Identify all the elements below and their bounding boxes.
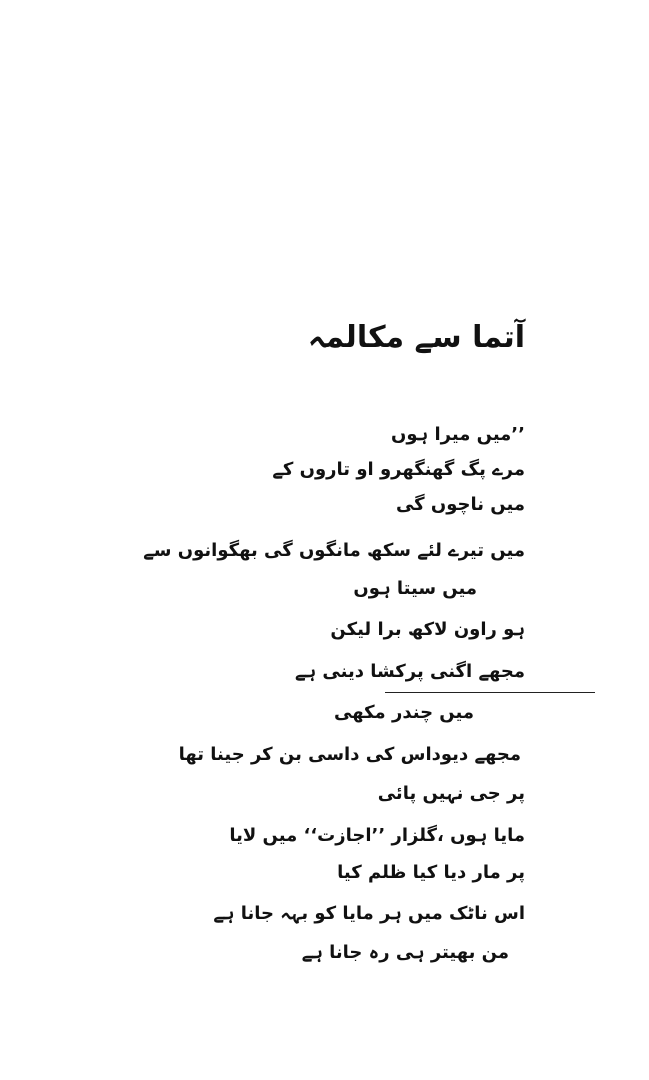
poem-line-1: ’’میں میرا ہوں [391, 424, 525, 445]
poem-line-2: مرے پگ گھنگھرو او تاروں کے [272, 459, 525, 480]
poem-line-4: میں تیرے لئے سکھ مانگوں گی بھگوانوں سے [143, 540, 525, 561]
poem-line-14: من بھیتر ہی رہ جانا ہے [301, 942, 509, 963]
poem-line-5: میں سیتا ہوں [353, 578, 477, 599]
poem-title: آتما سے مکالمہ [307, 320, 525, 355]
poem-line-9: مجھے دیوداس کی داسی بن کر جینا تھا [178, 744, 521, 765]
poem-line-6: ہو راون لاکھ برا لیکن [330, 619, 525, 640]
poem-line-13: اس ناٹک میں ہر مایا کو بہہ جانا ہے [213, 903, 525, 924]
poem-line-7: مجھے اگنی پرکشا دینی ہے [295, 661, 525, 682]
divider-rule [385, 692, 595, 693]
poem-line-3: میں ناچوں گی [395, 494, 525, 515]
poem-line-10: پر جی نہیں پائی [377, 783, 525, 804]
poem-line-8: میں چندر مکھی [333, 702, 474, 723]
poem-line-11: مایا ہوں ،گلزار ’’اجازت‘‘ میں لایا [229, 825, 525, 846]
poem-line-12: پر مار دیا کیا ظلم کیا [337, 862, 525, 883]
